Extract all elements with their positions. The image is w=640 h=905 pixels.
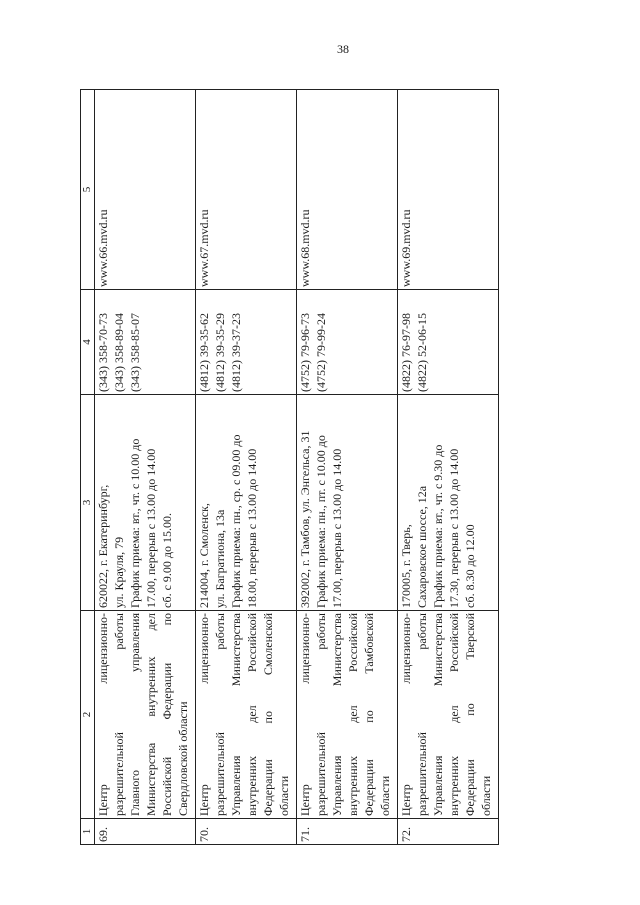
column-header: 4 [81, 290, 95, 395]
phone-number: (4752) 79-96-73 [298, 313, 312, 392]
phone-number: (4812) 39-35-29 [213, 313, 227, 392]
row-number: 70. [197, 827, 211, 842]
column-header: 3 [81, 395, 95, 611]
row-number-cell [398, 819, 499, 845]
row-number-cell [297, 819, 398, 845]
phone-number: (4822) 52-06-15 [415, 313, 429, 392]
address-line: 17.00, перерыв с 13.00 до 14.00 [330, 448, 344, 608]
header-row [81, 90, 95, 845]
website-link: www.67.mvd.ru [197, 209, 211, 287]
organization-line: Центр лицензионно- [96, 613, 110, 816]
address-cell [398, 395, 499, 611]
table-row [297, 90, 398, 845]
address-cell [196, 395, 297, 611]
address-line: График приема: пн., пт. с 10.00 до [314, 435, 328, 608]
website-cell [95, 90, 196, 290]
website-cell [196, 90, 297, 290]
phone-number: (343) 358-89-04 [112, 313, 126, 392]
organization-line: Главного управления [128, 613, 142, 816]
organization-line: области [479, 775, 493, 816]
organization-line: области [277, 775, 291, 816]
organization-cell [398, 611, 499, 819]
address-line: 170005, г. Тверь, [399, 524, 413, 608]
organization-line: разрешительной работы [213, 613, 227, 816]
website-link: www.69.mvd.ru [399, 209, 413, 287]
website-cell [297, 90, 398, 290]
address-line: ул. Крауля, 79 [112, 536, 126, 608]
organization-line: внутренних дел Российской [245, 613, 259, 816]
column-header: 2 [81, 611, 95, 819]
address-line: сб. с 9.00 до 15.00. [160, 512, 174, 608]
licensing-centers-table [80, 89, 499, 845]
organization-line: Свердловской области [176, 701, 190, 816]
organization-line: Центр лицензионно- [197, 613, 211, 816]
address-line: 620022, г. Екатеринбург, [96, 484, 110, 608]
phones-cell [196, 290, 297, 395]
row-number-cell [95, 819, 196, 845]
column-header: 1 [81, 819, 95, 845]
organization-line: внутренних дел Российской [346, 613, 360, 816]
address-cell [297, 395, 398, 611]
address-line: График приема: вт., чт. с 10.00 до [128, 438, 142, 608]
rotated-table-wrapper [80, 89, 499, 845]
organization-line: области [378, 775, 392, 816]
organization-cell [95, 611, 196, 819]
organization-line: разрешительной работы [314, 613, 328, 816]
row-number: 71. [298, 827, 312, 842]
column-header: 5 [81, 90, 95, 290]
table-row [398, 90, 499, 845]
organization-line: Центр лицензионно- [298, 613, 312, 816]
phone-number: (343) 358-85-07 [128, 313, 142, 392]
organization-line: Управления Министерства [229, 613, 243, 816]
row-number: 72. [399, 827, 413, 842]
organization-line: Федерации по Смоленской [261, 613, 275, 816]
phone-number: (343) 358-70-73 [96, 313, 110, 392]
address-line: График приема: пн., ср. с 09.00 до [229, 434, 243, 608]
organization-line: внутренних дел Российской [447, 613, 461, 816]
organization-line: Федерации по Тамбовской [362, 613, 376, 816]
address-line: 17.30, перерыв с 13.00 до 14.00 [447, 448, 461, 608]
address-line: График приема: вт., чт. с 9.30 до [431, 444, 445, 608]
website-link: www.68.mvd.ru [298, 209, 312, 287]
website-link: www.66.mvd.ru [96, 209, 110, 287]
table-body [81, 90, 499, 845]
organization-cell [297, 611, 398, 819]
row-number: 69. [96, 827, 110, 842]
organization-line: Российской Федерации по [160, 613, 174, 816]
address-cell [95, 395, 196, 611]
address-line: 214004, г. Смоленск, [197, 503, 211, 608]
organization-line: Центр лицензионно- [399, 613, 413, 816]
table-row [196, 90, 297, 845]
address-line: ул. Багратиона, 13а [213, 509, 227, 608]
page-number: 38 [337, 42, 349, 56]
table-row [95, 90, 196, 845]
phone-number: (4812) 39-37-23 [229, 313, 243, 392]
organization-line: разрешительной работы [112, 613, 126, 816]
organization-line: Министерства внутренних дел [144, 613, 158, 816]
phone-number: (4812) 39-35-62 [197, 313, 211, 392]
address-line: 392002, г. Тамбов, ул. Энгельса, 31 [298, 430, 312, 608]
phones-cell [398, 290, 499, 395]
organization-line: Управления Министерства [330, 613, 344, 816]
address-line: сб. 8.30 до 12.00 [463, 524, 477, 608]
phone-number: (4822) 76-97-98 [399, 313, 413, 392]
website-cell [398, 90, 499, 290]
organization-line: разрешительной работы [415, 613, 429, 816]
organization-line: Федерации по Тверской [463, 613, 477, 816]
organization-line: Управления Министерства [431, 613, 445, 816]
phone-number: (4752) 79-99-24 [314, 313, 328, 392]
phones-cell [297, 290, 398, 395]
address-line: 17.00, перерыв с 13.00 до 14.00 [144, 448, 158, 608]
organization-cell [196, 611, 297, 819]
phones-cell [95, 290, 196, 395]
row-number-cell [196, 819, 297, 845]
address-line: 18.00, перерыв с 13.00 до 14.00 [245, 448, 259, 608]
address-line: Сахаровское шоссе, 12а [415, 485, 429, 608]
